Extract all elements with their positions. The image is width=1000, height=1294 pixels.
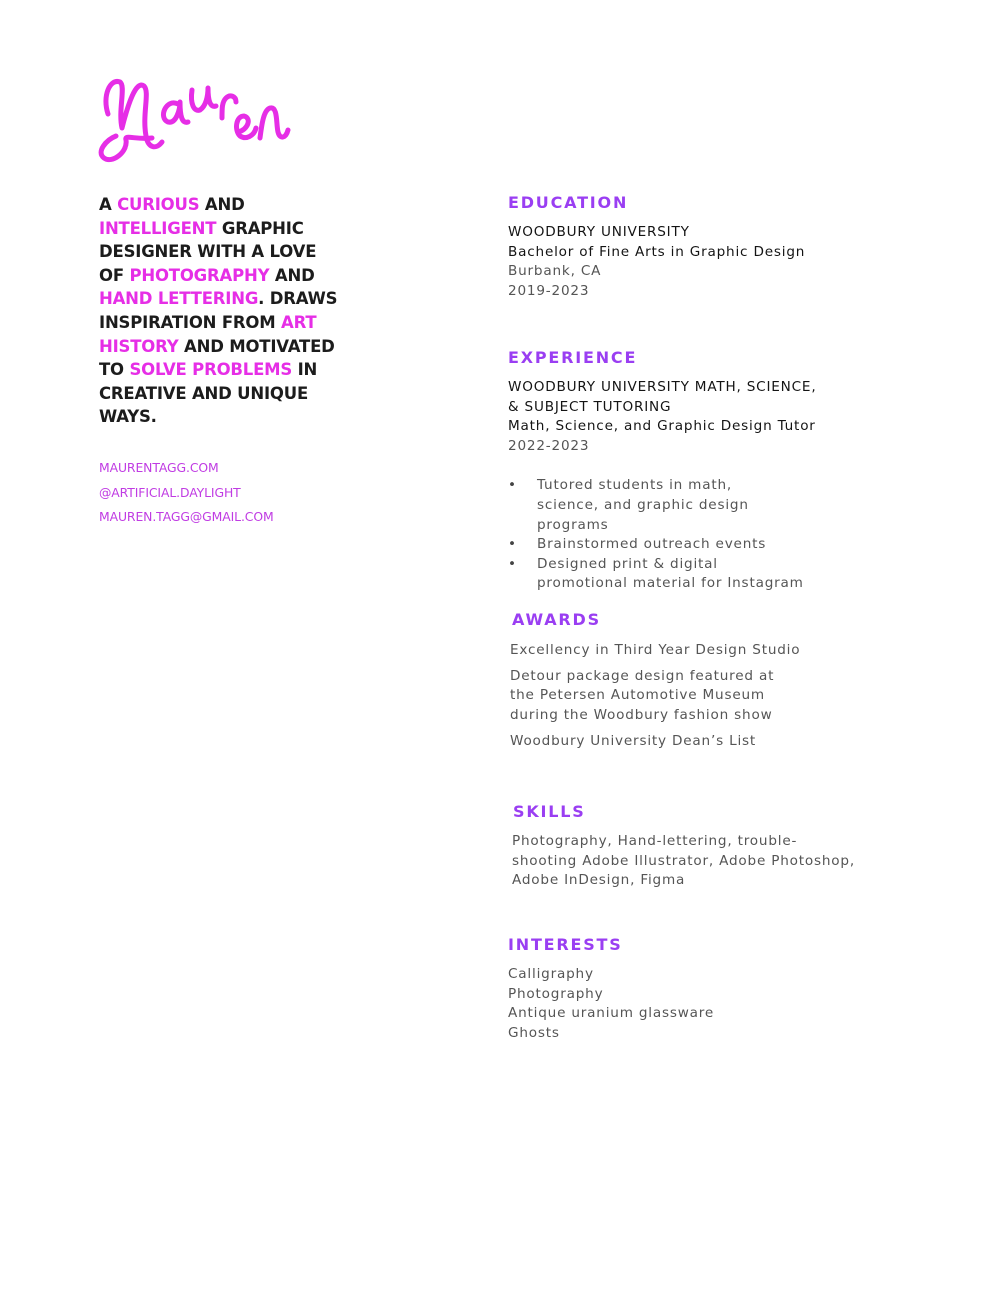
experience-role: Math, Science, and Graphic Design Tutor: [508, 418, 816, 435]
intro-highlight: ART HISTORY: [99, 312, 317, 356]
interest-item: Photography: [508, 985, 604, 1002]
interest-item: Antique uranium glassware: [508, 1005, 715, 1022]
intro-highlight: SOLVE PROBLEMS: [129, 360, 293, 380]
intro-part: IN CREATIVE AND UNIQUE WAYS.: [99, 360, 318, 427]
skills-heading: SKILLS: [513, 802, 586, 821]
experience-bullets: [508, 476, 908, 594]
list-item: • Designed print & digital promotional material for Instagram: [508, 555, 813, 594]
interest-item: Ghosts: [508, 1024, 560, 1041]
intro-part: AND MOTIVATED TO: [99, 336, 335, 380]
intro-highlight: HAND LETTERING: [99, 289, 259, 309]
experience-heading: EXPERIENCE: [508, 348, 638, 367]
intro-part: . DRAWS INSPIRATION FROM: [99, 289, 338, 332]
intro-highlight: PHOTOGRAPHY: [129, 265, 270, 285]
instagram-link[interactable]: @ARTIFICIAL.DAYLIGHT: [99, 484, 241, 500]
awards-section: [510, 609, 910, 751]
experience-years: 2022-2023: [508, 437, 590, 454]
school-name: WOODBURY UNIVERSITY: [508, 224, 690, 240]
education-heading: EDUCATION: [508, 193, 629, 212]
intro-part: A: [99, 195, 118, 214]
interests-heading: INTERESTS: [508, 935, 623, 954]
education-years: 2019-2023: [508, 282, 590, 299]
website-link[interactable]: MAURENTAGG.COM: [99, 460, 219, 475]
award-item: Excellency in Third Year Design Studio: [510, 641, 801, 658]
skills-text: Photography, Hand-lettering, trouble-shooting Adobe Illustrator, Adobe Photoshop, Adobe InDesign, Figma: [512, 833, 855, 889]
intro-part: AND: [199, 195, 245, 214]
degree: Bachelor of Fine Arts in Graphic Design: [508, 243, 806, 260]
list-item: • Tutored students in math, science, and graphic design programs: [508, 476, 799, 535]
experience-section: [508, 347, 908, 594]
interest-item: Calligraphy: [508, 966, 594, 982]
skills-section: [512, 801, 912, 891]
experience-org-line2: & SUBJECT TUTORING: [508, 398, 672, 415]
list-item: • Brainstormed outreach events: [508, 535, 908, 555]
mauren-logo: [88, 66, 294, 170]
contact-list: [99, 456, 274, 530]
education-section: [508, 192, 908, 301]
intro-part: GRAPHIC DESIGNER WITH A LOVE OF: [99, 218, 317, 285]
award-item: Detour package design featured at the Petersen Automotive Museum during the Woodbury fashion show: [510, 667, 775, 723]
award-item: Woodbury University Dean’s List: [510, 732, 757, 749]
intro-highlight: CURIOUS: [117, 195, 200, 214]
intro-highlight: INTELLIGENT: [99, 218, 217, 238]
interests-section: [508, 934, 908, 1043]
experience-org: WOODBURY UNIVERSITY MATH, SCIENCE,: [508, 379, 817, 395]
email-link[interactable]: MAUREN.TAGG@GMAIL.COM: [99, 509, 274, 525]
intro-statement: [99, 193, 339, 429]
awards-heading: AWARDS: [512, 610, 601, 629]
school-location: Burbank, CA: [508, 263, 602, 280]
intro-part: AND: [269, 265, 315, 285]
